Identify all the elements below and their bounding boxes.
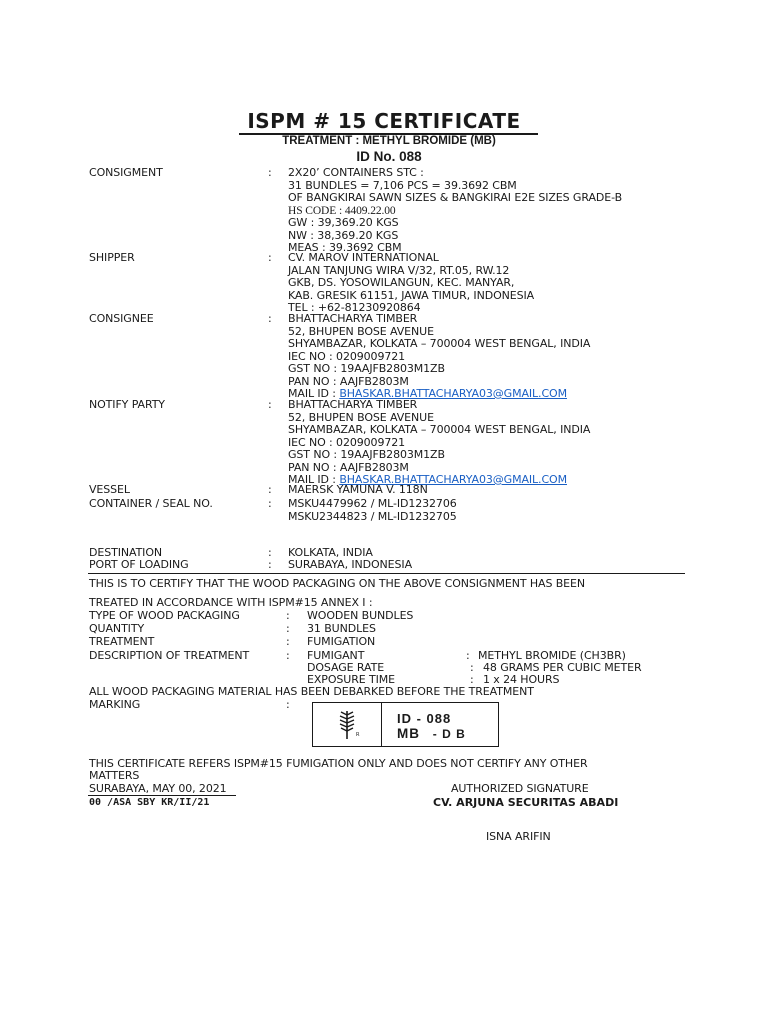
- quantity-value: 31 BUNDLES: [307, 622, 376, 635]
- stamp-divider: [381, 703, 382, 746]
- consignee-line: GST NO : 19AAJFB2803M1ZB: [288, 362, 445, 375]
- marking-label: MARKING: [89, 698, 141, 711]
- vessel-label: VESSEL: [89, 483, 130, 496]
- treatment-value: FUMIGATION: [307, 635, 376, 648]
- consignee-line: 52, BHUPEN BOSE AVENUE: [288, 324, 434, 338]
- destination-label: DESTINATION: [89, 546, 163, 559]
- consignment-line: MEAS : 39.3692 CBM: [288, 241, 402, 254]
- notify-party-label: NOTIFY PARTY: [89, 398, 165, 411]
- consignment-details: [288, 167, 622, 255]
- shipper-line: KAB. GRESIK 61151, JAWA TIMUR, INDONESIA: [288, 288, 535, 302]
- exposure-time-value: 1 x 24 HOURS: [483, 673, 560, 686]
- consignee-colon: :: [268, 312, 272, 325]
- fumigant-value: METHYL BROMIDE (CH3BR): [478, 649, 626, 662]
- consignee-email-link[interactable]: BHASKAR.BHATTACHARYA03@GMAIL.COM: [339, 387, 567, 400]
- shipper-label: SHIPPER: [89, 251, 135, 264]
- wood-type-label: TYPE OF WOOD PACKAGING: [89, 609, 240, 622]
- consignment-colon: :: [268, 166, 272, 179]
- treatment-subtitle: TREATMENT : METHYL BROMIDE (MB): [282, 135, 496, 147]
- shipper-details: [288, 252, 534, 315]
- consignee-label: CONSIGNEE: [89, 312, 154, 325]
- consignee-details: [288, 313, 590, 401]
- certificate-id-number: ID No. 088: [356, 149, 422, 164]
- treated-statement: TREATED IN ACCORDANCE WITH ISPM#15 ANNEX I :: [89, 596, 373, 609]
- notify-line: SHYAMBAZAR, KOLKATA – 700004 WEST BENGAL, INDIA: [288, 423, 591, 436]
- consignee-line: SHYAMBAZAR, KOLKATA – 700004 WEST BENGAL, INDIA: [288, 337, 591, 350]
- destination-colon: :: [268, 546, 272, 559]
- notify-party-colon: :: [268, 398, 272, 411]
- notify-party-details: [288, 399, 590, 487]
- port-of-loading-value: SURABAYA, INDONESIA: [288, 558, 412, 571]
- port-of-loading-label: PORT OF LOADING: [89, 558, 189, 571]
- quantity-colon: :: [286, 622, 290, 635]
- container-seal-colon: :: [268, 497, 272, 510]
- notify-line: 52, BHUPEN BOSE AVENUE: [288, 410, 434, 424]
- authorized-signature-label: AUTHORIZED SIGNATURE: [451, 782, 589, 795]
- shipper-line: CV. MAROV INTERNATIONAL: [288, 251, 439, 264]
- debarked-statement: ALL WOOD PACKAGING MATERIAL HAS BEEN DEBARKED BEFORE THE TREATMENT: [89, 685, 534, 698]
- consignment-line: 2X20’ CONTAINERS STC :: [288, 166, 424, 179]
- section-divider: [88, 573, 685, 574]
- exposure-time-colon: :: [470, 673, 474, 686]
- stamp-mb: MB: [397, 726, 420, 741]
- certificate-title: ISPM # 15 CERTIFICATE: [247, 109, 521, 133]
- shipper-line: GKB, DS. YOSOWILANGUN, KEC. MANYAR,: [288, 276, 515, 289]
- stamp-treatment-code: [397, 726, 466, 741]
- description-colon: :: [286, 649, 290, 662]
- shipper-line: TEL : +62-81230920864: [288, 301, 421, 314]
- ispm-marking-stamp: [312, 702, 499, 747]
- notify-line: GST NO : 19AAJFB2803M1ZB: [288, 448, 445, 461]
- consignee-line: PAN NO : AAJFB2803M: [288, 374, 409, 388]
- consignee-line: BHATTACHARYA TIMBER: [288, 312, 418, 325]
- port-of-loading-colon: :: [268, 558, 272, 571]
- consignment-line: 31 BUNDLES = 7,106 PCS = 39.3692 CBM: [288, 178, 517, 192]
- exposure-time-label: EXPOSURE TIME: [307, 673, 396, 686]
- place-date-underline: [88, 795, 236, 796]
- dosage-rate-label: DOSAGE RATE: [307, 661, 385, 674]
- fumigant-label: FUMIGANT: [307, 649, 365, 662]
- refers-statement-line-2: MATTERS: [89, 769, 140, 782]
- consignee-line: IEC NO : 0209009721: [288, 349, 406, 363]
- stamp-id-code: ID - 088: [397, 711, 452, 726]
- marking-colon: :: [286, 698, 290, 711]
- destination-value: KOLKATA, INDIA: [288, 546, 373, 559]
- certificate-reference-number: 00 /ASA SBY KR/II/21: [89, 797, 210, 808]
- consignment-line: GW : 39,369.20 KGS: [288, 216, 399, 229]
- place-and-date: SURABAYA, MAY 00, 2021: [89, 782, 227, 795]
- container-seal-line: MSKU2344823 / ML-ID1232705: [288, 509, 457, 523]
- svg-text:R: R: [356, 732, 360, 738]
- ippc-wheat-logo-icon: [335, 709, 361, 741]
- notify-line: PAN NO : AAJFB2803M: [288, 460, 409, 474]
- consignee-mail-prefix: MAIL ID :: [288, 387, 340, 400]
- notify-email-link[interactable]: BHASKAR.BHATTACHARYA03@GMAIL.COM: [339, 473, 567, 486]
- vessel-value: MAERSK YAMUNA V. 118N: [288, 483, 428, 496]
- refers-statement-line-1: THIS CERTIFICATE REFERS ISPM#15 FUMIGATION ONLY AND DOES NOT CERTIFY ANY OTHER: [89, 757, 588, 770]
- consignment-line: OF BANGKIRAI SAWN SIZES & BANGKIRAI E2E SIZES GRADE-B: [288, 191, 623, 204]
- container-seal-line: MSKU4479962 / ML-ID1232706: [288, 497, 457, 510]
- notify-line: IEC NO : 0209009721: [288, 435, 406, 449]
- treatment-label: TREATMENT: [89, 635, 155, 648]
- shipper-line: JALAN TANJUNG WIRA V/32, RT.05, RW.12: [288, 263, 510, 277]
- shipper-colon: :: [268, 251, 272, 264]
- consignment-line: NW : 38,369.20 KGS: [288, 228, 399, 242]
- container-seal-values: [288, 498, 457, 523]
- wood-type-colon: :: [286, 609, 290, 622]
- description-label: DESCRIPTION OF TREATMENT: [89, 649, 250, 662]
- dosage-rate-colon: :: [470, 661, 474, 674]
- consignment-hs-code: HS CODE : 4409.22.00: [288, 204, 396, 217]
- consignment-label: CONSIGMENT: [89, 166, 163, 179]
- stamp-db: - D B: [432, 727, 466, 741]
- fumigant-colon: :: [466, 649, 470, 662]
- notify-mail-prefix: MAIL ID :: [288, 473, 340, 486]
- signer-name: ISNA ARIFIN: [486, 830, 551, 843]
- vessel-colon: :: [268, 483, 272, 496]
- issuing-company: CV. ARJUNA SECURITAS ABADI: [433, 796, 619, 809]
- treatment-colon: :: [286, 635, 290, 648]
- certify-statement: THIS IS TO CERTIFY THAT THE WOOD PACKAGING ON THE ABOVE CONSIGNMENT HAS BEEN: [89, 577, 585, 590]
- quantity-label: QUANTITY: [89, 622, 145, 635]
- wood-type-value: WOODEN BUNDLES: [307, 609, 414, 622]
- notify-line: BHATTACHARYA TIMBER: [288, 398, 418, 411]
- dosage-rate-value: 48 GRAMS PER CUBIC METER: [483, 661, 642, 674]
- container-seal-label: CONTAINER / SEAL NO.: [89, 497, 213, 510]
